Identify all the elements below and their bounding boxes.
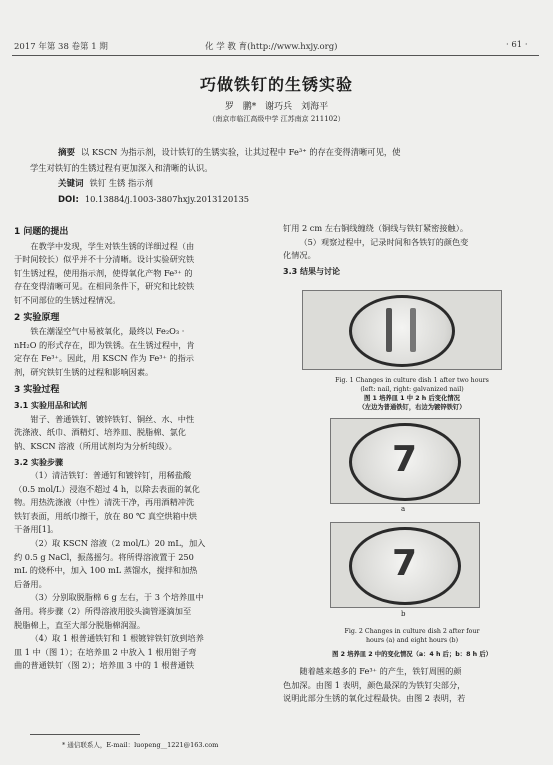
keywords-line: 关键词 铁钉 生锈 指示剂 (58, 178, 153, 189)
abstract-block (30, 145, 500, 208)
para-line: 在教学中发现，学生对铁生锈的详细过程（由 (30, 240, 195, 251)
para-line: nH₂O 的形式存在，即为铁锈。在生锈过程中，肯 (14, 339, 195, 350)
section-heading: 2 实验原理 (14, 312, 60, 323)
figure-2b-photo (330, 522, 480, 608)
iron-nail (386, 308, 392, 352)
para-line: （3）分别取脱脂棉 6 g 左右，于 3 个培养皿中 (30, 592, 204, 603)
para-line: 后备用。 (14, 578, 47, 589)
header-rule (12, 55, 539, 56)
para-line: 说明此部分生锈的氧化过程最快。由图 2 表明，若 (283, 693, 466, 704)
figure-2-caption: Fig. 2 Changes in culture dish 2 after four hours (a) and eight hours (b) 图 2 培养皿 2 中的变化情况（a：4 h 后；b：8 h 后） (332, 628, 492, 658)
keywords-label: 关键词 (58, 179, 84, 189)
running-header-issue: 2017 年第 38 卷第 1 期 (14, 42, 108, 52)
para-line: 剂，研究铁钉生锈的过程和影响因素。 (14, 366, 154, 377)
para-line: 备用。将步骤（2）所得溶液用胶头滴管逐滴加至 (14, 606, 192, 617)
para-line: 化情况。 (283, 250, 316, 261)
running-header-journal: 化 学 教 育(http://www.hxjy.org) (205, 42, 338, 52)
para-line: 洗涤液、纸巾、酒精灯、培养皿、脱脂棉、氯化 (14, 427, 186, 438)
petri-dish (349, 527, 461, 605)
section-heading: 1 问题的提出 (14, 227, 69, 237)
para-line: （5）观察过程中，记录时间和各铁钉的颜色变 (299, 236, 469, 247)
para-line: （4）取 1 根普通铁钉和 1 根镀锌铁钉放到培养 (30, 633, 204, 644)
para-line: 约 0.5 g NaCl，振荡摇匀。将所得溶液置于 250 (14, 551, 194, 562)
affiliation: （南京市临江高级中学 江苏南京 211102） (208, 115, 345, 123)
right-bottom-text (283, 665, 465, 706)
left-column (14, 222, 266, 673)
galvanized-nail (410, 308, 416, 352)
abstract-line: 学生对铁钉的生锈过程有更加深入和清晰的认识。 (30, 163, 213, 173)
subsection-heading: 3.2 实验步骤 (14, 457, 63, 467)
para-line: 钉生锈过程，使用指示剂，使得氧化产物 Fe³⁺ 的 (14, 267, 193, 278)
para-line: 脱脂棉上，直至大部分脱脂棉润湿。 (14, 619, 146, 630)
para-line: 曲的普通铁钉（图 2）；培养皿 3 中的 1 根普通铁 (14, 660, 195, 671)
para-line: 铁在潮湿空气中易被氧化，最终以 Fe₂O₃ · (30, 326, 185, 337)
para-line: 色加深。由图 1 表明，颜色最深的为铁钉尖部分， (283, 679, 466, 690)
footnote-rule (30, 734, 140, 735)
para-line: 铁钉表面，用纸巾擦干，放在 80 ℃ 真空烘箱中烘 (14, 510, 197, 521)
bent-nail-shape: 7 (392, 543, 418, 584)
para-line: 皿 1 中（图 1）；在培养皿 2 中放入 1 根用钳子弯 (14, 646, 197, 657)
para-line: 物。用热洗涤液（中性）清洗干净，再用酒精冲洗 (14, 497, 195, 508)
figure-2a-photo (330, 418, 480, 504)
para-line: 钉不同部位的生锈过程情况。 (14, 294, 121, 305)
petri-dish (349, 295, 455, 367)
para-line: 存在变得清晰可见。在相同条件下，研究和比较铁 (14, 281, 195, 292)
para-line: 随着越来越多的 Fe³⁺ 的产生，铁钉周围的颜 (299, 666, 462, 676)
author: 谢巧兵 (265, 102, 293, 112)
doi-line: DOI: 10.13884/j.1003-3807hxjy.2013120135 (58, 194, 250, 205)
right-column (283, 222, 541, 278)
footnote: * 通信联系人，E-mail：luopeng__1221@163.com (62, 741, 219, 749)
doi-label: DOI: (58, 195, 79, 205)
abstract-label: 摘要 (58, 148, 76, 158)
para-line: （1）清洁铁钉：普通钉和镀锌钉，用稀盐酸 (30, 470, 192, 481)
figure-2a-label: a (401, 505, 406, 513)
para-line: 定存在 Fe³⁺。因此，用 KSCN 作为 Fe³⁺ 的指示 (14, 353, 194, 364)
subsection-heading: 3.1 实验用品和试剂 (14, 401, 87, 411)
para-line: （2）取 KSCN 溶液（2 mol/L）20 mL，加入 (30, 538, 206, 549)
abstract-line: 摘要 以 KSCN 为指示剂，设计铁钉的生锈实验，让其过程中 Fe³⁺ 的存在变得清晰可见，使 (58, 147, 401, 158)
figure-1-caption: Fig. 1 Changes in culture dish 1 after two hours (left: nail, right: galvanized nail) 图 1 培养皿 1 中 2 h 后变化情况 （左边为普通铁钉，右边为镀锌铁钉） (335, 377, 489, 411)
article-title: 巧做铁钉的生锈实验 (199, 75, 353, 94)
para-line: 钉用 2 cm 左右铜线缠绕（铜线与铁钉紧密接触）。 (283, 223, 469, 233)
author-list (0, 99, 553, 112)
page-number: · 61 · (506, 40, 528, 50)
para-line: （0.5 mol/L）浸泡不超过 4 h，以除去表面的氧化 (14, 483, 200, 494)
petri-dish (349, 423, 461, 501)
para-line: 于时间较长）似乎并不十分清晰。设计实验研究铁 (14, 254, 195, 265)
author: 罗 鹏* (224, 102, 257, 112)
figure-2b-label: b (401, 610, 406, 618)
para-line: 干备用[1]。 (14, 524, 59, 535)
bent-nail-shape: 7 (392, 439, 418, 480)
section-heading: 3 实验过程 (14, 384, 60, 395)
para-line: mL 的烧杯中，加入 100 mL 蒸馏水，搅拌和加热 (14, 565, 198, 576)
author: 刘海平 (301, 102, 329, 112)
subsection-heading: 3.3 结果与讨论 (283, 266, 340, 276)
figure-1-photo (302, 290, 502, 370)
para-line: 钠、KSCN 溶液（所用试剂均为分析纯级）。 (14, 440, 177, 451)
para-line: 钳子、普通铁钉、镀锌铁钉、铜丝、水、中性 (30, 413, 195, 424)
